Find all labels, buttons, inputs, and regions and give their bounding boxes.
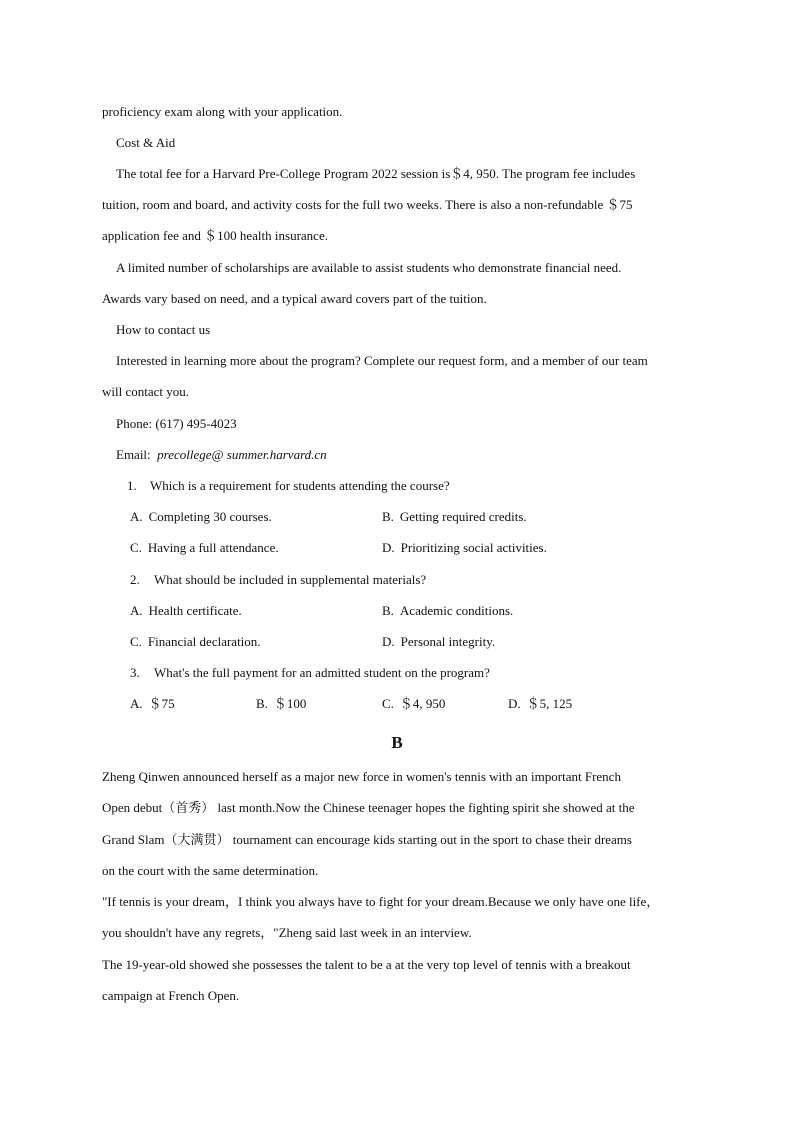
option-c [130, 540, 279, 556]
paragraph-line: Grand Slam（大满贯） tournament can encourage kids starting out in the sport to chase their dreams [102, 832, 632, 847]
phone-number: Phone: (617) 495-4023 [116, 416, 237, 431]
option-c [382, 696, 445, 712]
paragraph-line: Zheng Qinwen announced herself as a major new force in women's tennis with an important French [102, 769, 621, 784]
option-text: Getting required credits. [399, 509, 527, 524]
email-label: Email: [116, 447, 151, 462]
option-text: Personal integrity. [400, 634, 496, 649]
paragraph-line: you shouldn't have any regrets，"Zheng said last week in an interview. [102, 925, 472, 940]
question-number: 3. [130, 665, 140, 680]
paragraph-line: proficiency exam along with your application. [102, 104, 343, 119]
paragraph-line: application fee and ＄100 health insurance. [102, 228, 328, 243]
section-b-heading: B [391, 733, 403, 752]
paragraph-line: will contact you. [102, 384, 190, 399]
option-b [382, 509, 527, 525]
question-number: 1. [127, 478, 137, 493]
question-number: 2. [130, 572, 140, 587]
option-letter: C. [382, 696, 394, 711]
option-a [130, 603, 242, 619]
option-letter: C. [130, 540, 142, 555]
paragraph-line: "If tennis is your dream，I think you always have to fight for your dream.Because we only have one life， [102, 894, 660, 909]
paragraph-line: campaign at French Open. [102, 988, 240, 1003]
option-letter: D. [508, 696, 521, 711]
paragraph-line: Interested in learning more about the program? Complete our request form, and a member of our team [116, 353, 648, 368]
paragraph-line: The 19-year-old showed she possesses the talent to be a at the very top level of tennis with a breakout [102, 957, 631, 972]
section-heading-cost-aid: Cost & Aid [116, 135, 176, 150]
option-text: Prioritizing social activities. [400, 540, 547, 555]
option-letter: D. [382, 634, 395, 649]
email-line [116, 447, 327, 463]
option-d [508, 696, 572, 712]
option-letter: A. [130, 603, 143, 618]
option-d [382, 634, 495, 650]
option-a [130, 509, 272, 525]
option-text: ＄4, 950 [399, 696, 446, 711]
option-a [130, 696, 175, 712]
paragraph-line: on the court with the same determination. [102, 863, 319, 878]
option-d [382, 540, 547, 556]
option-b [256, 696, 306, 712]
paragraph-line: A limited number of scholarships are available to assist students who demonstrate financial need. [116, 260, 622, 275]
paragraph-line: tuition, room and board, and activity costs for the full two weeks. There is also a non-refundable ＄75 [102, 197, 633, 212]
option-letter: C. [130, 634, 142, 649]
option-letter: B. [382, 509, 394, 524]
email-address: precollege@ summer.harvard.cn [157, 447, 327, 462]
option-letter: A. [130, 696, 143, 711]
option-text: Academic conditions. [399, 603, 514, 618]
question-text: What's the full payment for an admitted student on the program? [154, 665, 490, 680]
option-text: ＄5, 125 [526, 696, 573, 711]
section-heading-contact: How to contact us [116, 322, 211, 337]
paragraph-line: Open debut（首秀） last month.Now the Chinese teenager hopes the fighting spirit she showed at the [102, 800, 635, 815]
option-text: Completing 30 courses. [148, 509, 272, 524]
option-text: ＄100 [273, 696, 307, 711]
paragraph-line: Awards vary based on need, and a typical award covers part of the tuition. [102, 291, 487, 306]
option-b [382, 603, 513, 619]
paragraph-line: The total fee for a Harvard Pre-College Program 2022 session is＄4, 950. The program fee includes [116, 166, 636, 181]
option-text: ＄75 [148, 696, 175, 711]
option-letter: B. [256, 696, 268, 711]
option-text: Having a full attendance. [147, 540, 279, 555]
option-letter: B. [382, 603, 394, 618]
option-text: Financial declaration. [147, 634, 261, 649]
option-text: Health certificate. [148, 603, 242, 618]
option-letter: D. [382, 540, 395, 555]
question-text: Which is a requirement for students attending the course? [150, 478, 450, 493]
question-text: What should be included in supplemental materials? [154, 572, 427, 587]
option-c [130, 634, 261, 650]
option-letter: A. [130, 509, 143, 524]
